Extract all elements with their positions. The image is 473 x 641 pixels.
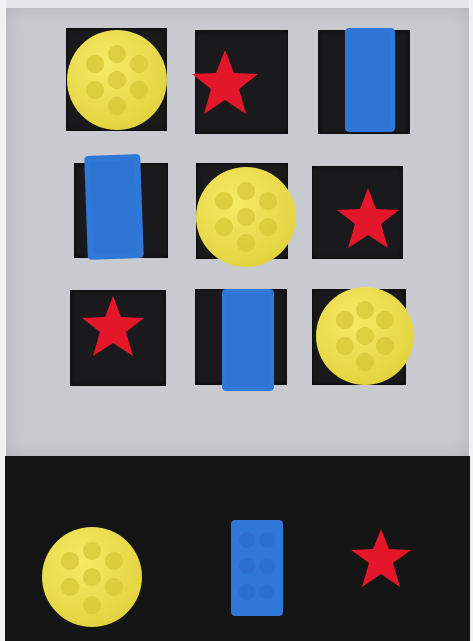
loose-rect[interactable]	[229, 518, 285, 618]
board-circle-3[interactable]	[313, 284, 417, 388]
board-star-2[interactable]	[333, 184, 403, 254]
board-star-1[interactable]	[188, 46, 262, 120]
board-star-3[interactable]	[78, 292, 148, 362]
board-rect-1[interactable]	[343, 26, 397, 134]
loose-circle[interactable]	[40, 525, 144, 629]
loose-star[interactable]	[347, 525, 415, 593]
board-rect-2[interactable]	[80, 151, 146, 263]
board-circle-2[interactable]	[192, 163, 300, 271]
board-circle-1[interactable]	[63, 26, 171, 134]
board-rect-3[interactable]	[220, 287, 276, 393]
